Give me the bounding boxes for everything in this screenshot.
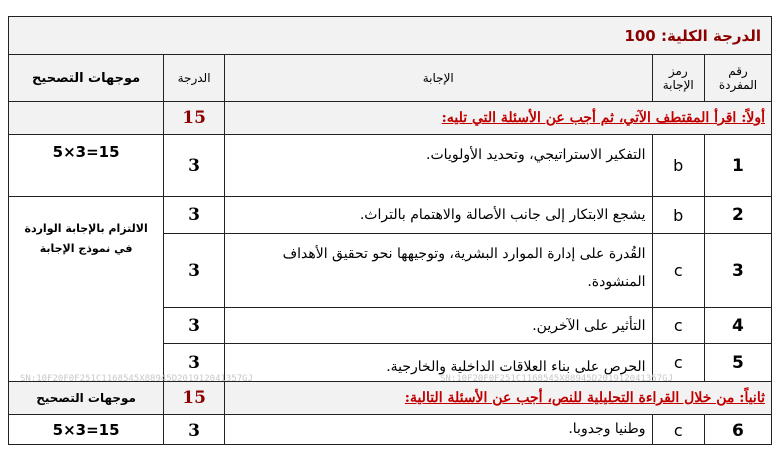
item-grade: 3 [164,135,225,197]
answer-text: القُدرة على إدارة الموارد البشرية، وتوجيهها نحو تحقيق الأهداف المنشودة. [224,234,652,308]
item-number: 5 [704,344,771,382]
answer-code: b [652,197,704,234]
answer-text: التأثير على الآخرين. [224,308,652,344]
item-grade: 3 [164,344,225,382]
item-number: 4 [704,308,771,344]
item-number: 6 [704,415,771,445]
section1-grade: 15 [164,102,225,135]
item-grade: 3 [164,197,225,234]
item-number: 3 [704,234,771,308]
section2-guide-formula: 15=3×5 [9,415,164,445]
item-grade: 3 [164,415,225,445]
section2-row [9,382,772,415]
section1-title: أولاً: اقرأ المقتطف الآتي، ثم أجب عن الأسئلة التي تليه: [224,102,771,135]
header-row [9,55,772,102]
answer-code: c [652,308,704,344]
header-guidance: موجهات التصحيح [9,55,164,102]
answer-text: يشجع الابتكار إلى جانب الأصالة والاهتمام بالتراث. [224,197,652,234]
section2-title: ثانياً: من خلال القراءة التحليلية للنص، أجب عن الأسئلة التالية: [224,382,771,415]
answer-row-2 [9,197,772,234]
section2-guide: موجهات التصحيح [9,382,164,415]
answer-text: الحرص على بناء العلاقات الداخلية والخارجية. [224,344,652,382]
answer-key-table [8,16,772,445]
answer-code: b [652,135,704,197]
answer-row-1 [9,135,772,197]
answer-text: التفكير الاستراتيجي، وتحديد الأولويات. [224,135,652,197]
item-number: 2 [704,197,771,234]
item-grade: 3 [164,308,225,344]
guide-note: الالتزام بالإجابة الواردة في نموذج الإجابة [9,197,164,382]
item-number: 1 [704,135,771,197]
header-answer: الإجابة [224,55,652,102]
serial-watermark-right: SN:10F20F0F251C1168545X88945D201912041357GJ [440,374,673,384]
section1-row [9,102,772,135]
total-score-row [9,17,772,55]
answer-row-6 [9,415,772,445]
section1-guide-empty [9,102,164,135]
answer-code: c [652,234,704,308]
header-item-no: رقم المفردة [704,55,771,102]
guide-formula: 15=3×5 [9,135,164,197]
section2-grade: 15 [164,382,225,415]
answer-code: c [652,344,704,382]
header-grade: الدرجة [164,55,225,102]
answer-code: c [652,415,704,445]
total-score-label: الدرجة الكلية: 100 [9,17,772,55]
header-answer-code: رمز الإجابة [652,55,704,102]
item-grade: 3 [164,234,225,308]
serial-watermark-left: SN:10F20F0F251C1168545X88945D201912041357GJ [20,374,253,384]
answer-text: وطنيا وجدوبا. [224,415,652,445]
